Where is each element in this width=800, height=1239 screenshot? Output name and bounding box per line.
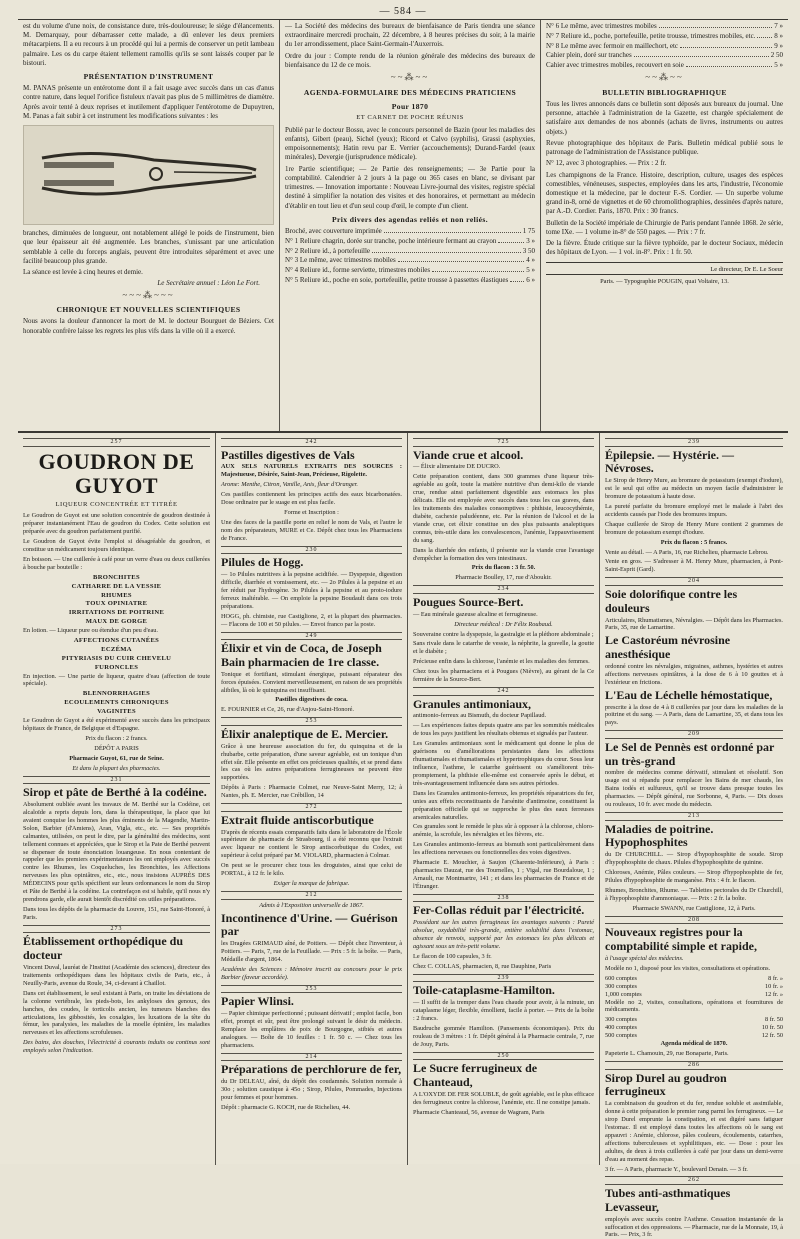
ad-paragraph: 3 fr. — A Paris, pharmacie Y., boulevard Denain. — 3 fr.	[605, 1165, 748, 1173]
price-value: 5 »	[774, 61, 783, 70]
price-value: 9 »	[774, 41, 783, 50]
price-row	[285, 247, 535, 257]
paragraph: Nous avons la douleur d'annoncer la mort de M. le docteur Bourguet de Béziers. Cet honorable confrère laisse les regrets les plus vifs dans la ville où il a exercé.	[23, 317, 274, 335]
ad-paragraph: Tonique et fortifiant, stimulant énergique, puissant réparateur des forces épuisées. Convient merveilleusement, en raison de ses propriétés alibiles, là où le quinquina est insuffisant.	[221, 670, 402, 694]
ad-number: 230	[221, 546, 402, 555]
ad-paragraph: La pureté parfaite du bromure employé met le malade à l'abri des accidents causés par l'iode des bromures impurs.	[605, 502, 783, 518]
price-label: N° 7 Reliure id., poche, portefeuille, petite trousse, trimestres mobiles, etc.	[546, 31, 756, 40]
ad-paragraph: Modèle no 2, visites, consultations, opérations et fournitures de médicaments.	[605, 998, 783, 1014]
register-price-row	[605, 1016, 783, 1024]
price-value: 4 »	[526, 256, 535, 265]
ad-paragraph: En boisson. — Une cuillerée à café pour un verre d'eau ou deux cuillerées à bouche par bouteille :	[23, 555, 210, 571]
ad-address: Pharmacie Boulley, 17, rue d'Aboukir.	[455, 574, 552, 582]
ad-title-vals: Pastilles digestives de Vals	[221, 447, 355, 462]
ad-paragraph: Sans rivale dans le catarrhe de vessie, la néphrite, la gravelle, la goutte et le diabète ;	[413, 640, 594, 656]
ad-number: 238	[413, 894, 594, 903]
indication-list	[23, 690, 210, 717]
ad-number: 286	[605, 1061, 783, 1070]
register-price: 10 fr. 50	[761, 1024, 783, 1032]
ad-paragraph: — Élixir alimentaire DE DUCRO.	[413, 463, 501, 471]
ad-paragraph: Le Goudron de Guyot est une solution concentrée de goudron destinée à préparer instantanément l'Eau de goudron du Codex. Cette solution est préparée avec du goudron parfaitement purifié.	[23, 512, 210, 536]
register-price: 10 fr. »	[764, 982, 783, 990]
ad-paragraph: Dépôts à Paris : Pharmacie Colmet, rue Neuve-Saint Merry, 12; à Nantes, ph. E. Mercier, rue Crébillon, 14	[221, 784, 402, 800]
ad-paragraph: Vente en gros. — S'adresser à M. Henry Mure, pharmacien, à Pont-Saint-Esprit (Gard).	[605, 558, 783, 574]
ad-paragraph: Possédant sur les autres ferrugineux les avantages suivants : Pureté absolue, oxydabilité très-grande, entière solubilité dans l'estomac, absence de renvois, supporté par les estomacs les plus délicats et agissant sous un très-petit volume.	[413, 919, 594, 950]
indication-list	[23, 574, 210, 627]
paragraph: Ordre du jour : Compte rendu de la réunion générale des médecins des bureaux de bienfaisance du 12 de ce mois.	[285, 51, 535, 69]
ad-paragraph: Modèle no 1, disposé pour les visites, consultations et opérations.	[605, 964, 771, 972]
ad-paragraph: Les Granules antimoniaux sont le médicament qui donne le plus de guérisons ou d'améliorations persistantes dans les affections rhumatismales et rhumatismales et hypertrophiques du cœur. Sous leur influence, l'asthme, le catarrhe guérissent ou s'améliorent très-promptement, la phthisie elle-même est conservée après le début, et très-avantageusement influencée dans ses autres périodes.	[413, 740, 594, 787]
rule	[546, 274, 783, 275]
price-label: N° 3 Le même, avec trimestres mobiles	[285, 256, 396, 265]
ad-paragraph: Ces pastilles contiennent les principes actifs des eaux bicarbonatées. Dose ordinaire par le suage en est plus facile.	[221, 491, 402, 507]
ad-paragraph: Dépôt : pharmacie G. KOCH, rue de Richelieu, 44.	[221, 1103, 351, 1111]
indication: MAUX DE GORGE	[85, 618, 148, 626]
paragraph: N° 12, avec 3 photographies. — Prix : 2 fr.	[546, 159, 667, 168]
ad-subtitle: LIQUEUR CONCENTRÉE ET TITRÉE	[55, 500, 178, 508]
agenda-title: AGENDA-FORMULAIRE DES MÉDECINS PRATICIENS	[303, 88, 517, 98]
ad-paragraph: A L'OXYDE DE FER SOLUBLE, de goût agréable, est le plus efficace des ferrugineux contre la chlorose, l'anémie, etc. Il ne constipe jamais.	[413, 1090, 594, 1106]
register-price: 8 fr. 50	[764, 1016, 783, 1024]
price-row	[546, 22, 783, 32]
ad-paragraph: En injection. — Une partie de liqueur, quatre d'eau (affection de toute spéciale).	[23, 672, 210, 688]
register-price-row	[605, 991, 783, 999]
register-label: 400 comptes	[605, 1024, 638, 1032]
leader-dots	[372, 252, 521, 253]
price-row	[546, 61, 783, 71]
price-label: N° 8 Le même avec fermoir en maillechort, etc	[546, 41, 679, 50]
ad-paragraph: Absolument oubliée avant les travaux de M. Berthé sur la Codéine, cet alcaloïde a repris depuis lors, dans la thérapeutique, la place que lui avaient conquise les hommes les plus éminents de la Magendie, Martin-Solon, Barbier (d'Amiens), Aran, Vigla, etc., etc. — Ses propriétés calmantes, utilisées, on peut le dire, par la généralité des médecins, sont tellement connues et appréciées, que le Sirop et la Pate de Berthé peuvent se dispenser de toute énonciation louangeuse. En nous contentant de rappeler que les premiers expérimentateurs les ont employés avec succès contre les Rhumes, les Coqueluches, les Bronchites, les Affections nerveuses les plus opiniâtres, etc., etc., nous insistons AUPRÈS DES MÉDECINS pour qu'ils spécifient sur leurs ordonnances le nom du Sirop et Pâte de Berthé à la codéine. La contrefaçon est si habile, qu'il nous n'y prendrons garde, elle aurait bientôt discrédité ces utiles préparations.	[23, 800, 210, 904]
price-row	[285, 266, 535, 276]
ad-paragraph: Chez C. COLLAS, pharmacien, 8, rue Dauphine, Paris	[413, 962, 552, 970]
indication: BLENNORRHAGIES	[82, 690, 151, 698]
ad-paragraph: Une des faces de la pastille porte en relief le nom de Vals, et l'autre le nom des préparateurs, MURE et Ce. Dépôt chez tous les Pharmaciens de France.	[221, 518, 402, 542]
ad-paragraph: employés avec succès contre l'Asthme. Cessation instantanée de la suffocation et des oppressions. — Pharmacie, rue de la Monnaie, 19, à Paris. — Prix, 3 fr.	[605, 1215, 783, 1239]
ad-address: Pharmacie Guyot, 61, rue de Seine.	[69, 754, 164, 762]
ad-paragraph: Admis à l'Exposition universelle de 1867.	[259, 901, 364, 909]
register-price: 12 fr. 50	[761, 1032, 783, 1040]
ad-number: 262	[605, 1176, 783, 1185]
price-value: 3 »	[526, 236, 535, 245]
ad-number: 234	[413, 585, 594, 594]
indication: CATHARRE DE LA VESSIE	[71, 582, 162, 590]
ad-paragraph: antimonio-ferreux au Bismuth, du docteur Papillaud.	[413, 712, 547, 720]
ad-paragraph: La combinaison du goudron et du fer, rendue soluble et assimilable, donne à cette préparation le premier rang parmi les ferrugineux. — Le sirop Durel emprunte la constipation, et est digéré sans fatiguer l'estomac. Il est employé dans toutes les affections où le sang est appauvri : Anémie, chlorose, pâles couleurs, écoulements, catarrhes, affections tuberculeuses et syphilitiques, etc. — Dose : pour les adultes, de deux à trois cuillerées à café par jour dans un demi-verre d'eau au moment des repas.	[605, 1100, 783, 1163]
ad-title-registres: Nouveaux registres pour la comptabilité simple et rapide,	[605, 925, 757, 954]
price-label: N° 4 Reliure id., forme serviette, trimestres mobiles	[285, 266, 431, 275]
ad-number: 209	[605, 730, 783, 739]
enterotome-illustration	[23, 125, 274, 225]
ad-paragraph: Chaque cuillerée de Sirop de Henry Mure contient 2 grammes de bromure de potassium exempt d'iodure.	[605, 520, 783, 536]
ad-paragraph: Baudruche gommée Hamilton. (Pansements économiques). Prix du rouleau de 3 mètres : 1 fr. Dépôt général à la Pharmacie centrale, 7, rue de Jouy, Paris.	[413, 1024, 594, 1048]
register-price: 8 fr. »	[768, 974, 783, 982]
rule	[546, 262, 783, 263]
ad-number: 204	[605, 577, 783, 586]
price-row	[546, 32, 783, 42]
ad-title-maladies-poitrine: Maladies de poitrine. Hypophosphites	[605, 821, 714, 850]
ad-paragraph: Et dans la plupart des pharmacies.	[72, 764, 161, 772]
ad-title-incontinence: Incontinence d'Urine. — Guérison par	[221, 910, 398, 939]
ad-paragraph: Dans cet établissement, le seul existant à Paris, on traite les déviations de la colonne vertébrale, les pieds-bots, les ankyloses des genoux, des hanches, des coudes, le torticolis ancien, les tumeurs blanches des articulations, les gibbosités, les coxalgies, les luxations de la tête du fémur, les paralysies, les maladies de la moelle épinière, les maladies nerveuses et les affections scrofuleuses.	[23, 989, 210, 1037]
price-label: N° 6 Le même, avec trimestres mobiles	[546, 22, 657, 30]
ad-depot: DÉPÔT A PARIS	[94, 744, 139, 752]
register-label: 500 comptes	[605, 1032, 638, 1040]
price-row	[285, 276, 535, 286]
printer-line: Paris. — Typographie POUGIN, quai Voltaire, 13.	[600, 278, 729, 286]
ad-paragraph: Chloroses, Anémie, Pâles couleurs. — Sirop d'hypophosphite de fer, Pilules d'hypophosphite de manganèse. Prix : 4 fr. le flacon.	[605, 869, 783, 885]
ad-number: 272	[221, 803, 402, 812]
ad-paragraph: Vincent Duval, lauréat de l'Institut (Académie des sciences), directeur des traitements orthopédiques dans les hôpitaux civils de Paris, etc., à Neuilly-Paris, avenue du Roule, 34, ci-devant à Chaillot.	[23, 964, 210, 987]
ad-paragraph: les Dragées GRIMAUD aîné, de Poitiers. — Dépôt chez l'inventeur, à Poitiers. — Paris, 7, rue de la Feuillade. — Prix : 5 fr. la boîte. — Paris, Médaille d'argent, 1864.	[221, 940, 403, 963]
ad-number: 242	[221, 438, 402, 447]
price-label: Cahier avec trimestres mobiles, recouvert en soie	[546, 61, 684, 70]
indication: RHUMES	[101, 591, 132, 599]
register-price-row	[605, 1032, 783, 1040]
ad-title-viande-crue: Viande crue et alcool.	[413, 447, 524, 462]
ad-paragraph: ordonné contre les névralgies, migraines, asthmes, hystéries et autres affections nerveuses opiniâtres, à la dose de 6 à 10 gouttes et à l'extérieur en frictions.	[605, 662, 783, 686]
price-list	[285, 227, 535, 286]
ad-title-mercier: Élixir analeptique de E. Mercier.	[221, 726, 389, 741]
ad-paragraph: du Dr DELEAU, aîné, du dépôt des coudamnés. Solution normale à 30o ; solution caustique à 45o ; Sirop, Pilules, Pommades, Injections pour femmes et pour hommes.	[221, 1078, 402, 1101]
indication: VAGINITES	[97, 708, 136, 716]
enterotome-drawing	[34, 130, 264, 220]
ad-paragraph: Pharmacie E. Mouchier, à Saujon (Charente-Inférieure), à Paris : pharmacies Dauzat, rue des Tournelles, 1 ; Vigal, rue Bourdaloue, 1 ; Arnault, rue Montmartre, 141 ; et dans les pharmacies de France et de l'Étranger.	[413, 859, 594, 890]
ad-paragraph: Chez tous les pharmaciens et à Pougues (Nièvre), au gérant de la Ce fermière de la Source-Bert.	[413, 668, 594, 684]
leader-dots	[634, 56, 769, 57]
ad-paragraph: Précieuse enfin dans la chlorose, l'anémie et les maladies des femmes.	[413, 658, 590, 666]
ad-number: 273	[23, 925, 210, 934]
ad-price: Prix du flacon : 3 fr. 50.	[471, 564, 536, 572]
price-row	[285, 256, 535, 266]
ad-title-sirop-durel: Sirop Durel au goudron ferrugineux	[605, 1070, 727, 1099]
ad-paragraph: Dans tous les dépôts de la pharmacie du Louvre, 151, rue Saint-Honoré, à Paris.	[23, 905, 210, 921]
ad-title-toile-cataplasme: Toile-cataplasme-Hamilton.	[413, 983, 555, 998]
ad-number: 231	[23, 776, 210, 785]
ad-title-eau-lechelle: L'Eau de Léchelle hémostatique,	[605, 687, 773, 702]
ad-paragraph: On peut se le procurer chez tous les droguistes, ainsi que celui de PORTAL, à 12 fr. le kilo.	[221, 862, 402, 878]
register-price-row	[605, 975, 783, 983]
ad-number: 242	[413, 687, 594, 696]
ad-number: 208	[605, 916, 783, 925]
advertisements-section	[18, 431, 788, 1239]
register-price-row	[605, 983, 783, 991]
paragraph: Tous les livres annoncés dans ce bulletin sont déposés aux bureaux du journal. Une personne, attachée à l'administration de la Gazette, est chargée spécialement de satisfaire aux demandes de nos abonnés (achats de livres, instruments ou autres objets.)	[546, 99, 783, 136]
ad-paragraph: Articulaires, Rhumatismes, Névralgies. — Dépôt dans les Pharmacies. Paris, 35, rue de Lamartine.	[605, 616, 783, 632]
price-value: 3 50	[522, 246, 535, 255]
register-label: 300 comptes	[605, 982, 638, 990]
paragraph: Revue photographique des hôpitaux de Paris. Bulletin médical publié sous le patronage de l'administration de l'Assistance publique.	[546, 138, 783, 157]
ad-title-hogg: Pilules de Hogg.	[221, 555, 304, 570]
ad-paragraph: Cette préparation contient, dans 300 grammes d'une liqueur très-agréable au goût, toute la matière nutritive d'un demi-kilo de viande crue, rendue ainsi parfaitement digestible aux estomacs les plus délicats. Elle est employée avec succès dans tous les cas graves, dans les traitements des maladies consomptives : phthisie, leucocythémie, diabète, cachexie paludéenne, etc. Par la réunion de l'alcool et de la viande crue, cet élixir constitue un des plus puissants analeptiques connus, très-utile dans les convalescences, l'anémie, l'appauvrissement du sang.	[413, 473, 594, 544]
leader-dots	[510, 281, 524, 282]
ad-paragraph: — Il suffit de la tremper dans l'eau chaude pour avoir, à la minute, un cataplasme léger, flexible, émollient, facile à porter. — Prix de la boîte : 2 francs.	[413, 999, 594, 1022]
ad-paragraph: Vente au détail. — A Paris, 16, rue Richelieu, pharmacie Lebrou.	[605, 548, 769, 556]
indication: AFFECTIONS CUTANÉES	[73, 636, 160, 644]
register-price-row	[605, 1024, 783, 1032]
ad-paragraph: Académie des Sciences : Mémoire inscrit au concours pour le prix Barbier (faveur accordée).	[221, 965, 402, 981]
ad-title-goudron: GOUDRON DE GUYOT	[38, 448, 195, 498]
column-2	[280, 20, 541, 431]
ad-title-perchlorure: Préparations de perchlorure de fer,	[221, 1062, 402, 1077]
ad-paragraph: Pastilles digestives de coca.	[275, 696, 348, 704]
ad-title-sirop-berthe: Sirop et pâte de Berthé à la codéine.	[23, 785, 207, 800]
ad-paragraph: du Dr CHURCHILL. — Sirop d'hypophosphite de soude. Sirop d'hypophosphite de chaux. Pilules d'hypophosphite de quinine.	[605, 851, 783, 867]
price-row	[285, 227, 535, 237]
ad-title-epilepsie: Épilepsie. — Hystérie. — Névroses.	[605, 447, 734, 476]
signature: Le Secrétaire annuel : Léon Le Fort.	[157, 279, 260, 288]
ad-title-orthopedique: Établissement orthopédique du docteur	[23, 934, 184, 963]
bulletin-title: BULLETIN BIBLIOGRAPHIQUE	[602, 87, 727, 97]
agenda-year: Pour 1870	[391, 102, 429, 112]
ad-price: Prix du flacon : 2 francs.	[85, 734, 148, 742]
paragraph: Bulletin de la Société impériale de Chirurgie de Paris pendant l'année 1868. 2e série, tome IXe. — 1 volume in-8° de 550 pages. — Prix : 7 fr.	[546, 218, 783, 236]
column-1	[18, 20, 280, 431]
paragraph: 1re Partie scientifique; — 2e Partie des renseignements; — 3e Partie pour la comptabilité. Calendrier à 2 jours à la page ou 365 cases en blanc, se divisant par trimestres. — Innovation importante : Nouveau Livre-journal des visites, registre spécial destiné à simplifier la notation des visites et des honoraires, et permettant au médecin d'établir en tout lieu et d'un seul coup d'œil, le compte d'un client.	[285, 164, 535, 210]
ad-number: 257	[23, 438, 210, 447]
ad-paragraph: Ces granules sont le remède le plus sûr à opposer à la chlorose, chloro-anémie, la scrofule, les névralgies et les fièvres, etc.	[413, 823, 594, 839]
indication: TOUX OPINIATRE	[85, 600, 148, 608]
price-label: N° 2 Reliure id., à portefeuille	[285, 246, 371, 255]
leader-dots	[757, 37, 772, 38]
register-label: 600 comptes	[605, 974, 638, 982]
ad-number: 213	[605, 812, 783, 821]
leader-dots	[680, 47, 772, 48]
ad-paragraph: En lotion. — Liqueur pure ou étendue d'un peu d'eau.	[23, 627, 158, 635]
ad-paragraph: Agenda médical de 1870.	[660, 1040, 728, 1048]
prices-title: Prix divers des agendas reliés et non reliés.	[331, 214, 489, 224]
paragraph: est du volume d'une noix, de consistance dure, très-douloureuse; le siége d'élancements. M. Demarquay, pour débarrasser cette malade, a dû enlever les deux premiers métacarpiens. Il a eu recours à un procédé qui lui a permis de conserver un petit lambeau palmaire. Les os du carpe étaient tellement ramollis qu'ils se sont laissés couper par le bistouri.	[23, 22, 274, 67]
ad-address: Pharmacie SWANN, rue Castiglione, 12, à Paris.	[632, 904, 756, 912]
ad-paragraph: Le Goudron de Guyot a été expérimenté avec succès dans les principaux hôpitaux de France, de Belgique et d'Espagne.	[23, 717, 210, 732]
ad-number: 239	[413, 974, 594, 983]
ad-number: 214	[221, 1053, 402, 1062]
leader-dots	[398, 261, 525, 262]
ad-number: 250	[413, 1052, 594, 1061]
paragraph: Les champignons de la France. Histoire, description, culture, usages des espèces comestibles, vénéneuses, suspectes, employées dans les arts, l'industrie, l'économie domestique et la médecine, par le docteur F.-S. Cordier. — Un superbe volume grand in-8, orné de vignettes et de 60 chromolithographies, dessinées d'après nature, par A.-D. Cordier. Paris, 1870. Prix : 30 francs.	[546, 170, 783, 216]
ad-paragraph: AUX SELS NATURELS EXTRAITS DES SOURCES : Majestueuse, Désirée, Saint-Jean, Précieuse, Rigolette.	[221, 463, 402, 479]
ad-paragraph: Pharmacie Chanteaud, 56, avenue de Wagram, Paris	[413, 1108, 545, 1116]
ad-number: 725	[413, 438, 594, 447]
ad-paragraph: Des bains, des douches, l'électricité à courants induits ou continus sont employés selon l'indication.	[23, 1039, 210, 1055]
ad-title-granules: Granules antimoniaux,	[413, 696, 532, 711]
ad-paragraph: Papeterie L. Chamouin, 29, rue Bonaparte, Paris.	[605, 1050, 729, 1058]
section-title-presentation: PRÉSENTATION D'INSTRUMENT	[83, 72, 214, 82]
paragraph: M. PANAS présente un entérotome dont il a fait usage avec succès dans un cas d'anus contre nature, dans lequel l'orifice fistuleux n'avait pas plus de 5 millimètres de diamètre. Après avoir tenté à deux reprises et inutilement d'appliquer l'entérotome de Dupuytren, M. Panas a fait subir à cet instrument les modifications suivantes : les	[23, 84, 274, 120]
ad-paragraph: Le Goudron de Guyot évite l'emploi si désagréable du goudron, et constitue un médicament toujours identique.	[23, 538, 210, 553]
column-3	[541, 20, 788, 431]
ad-column-1	[18, 433, 216, 1165]
ad-title-tubes-levasseur: Tubes anti-asthmatiques Levasseur,	[605, 1186, 731, 1214]
ad-paragraph: Arome: Menthe, Citron, Vanille, Anis, fleur d'Oranger.	[221, 481, 359, 489]
editorial-section	[18, 20, 788, 431]
ad-paragraph: Exiger la marque de fabrique.	[273, 880, 350, 888]
indication: PITYRIASIS DU CUIR CHEVELU	[61, 654, 172, 662]
paragraph: — La Société des médecins des bureaux de bienfaisance de Paris tiendra une séance extraordinaire mercredi prochain, 22 décembre, à 8 heures précises du soir, à la mairie du 1er arrondissement, place Saint-Germain-l'Auxerrois.	[285, 22, 535, 49]
price-row	[546, 42, 783, 52]
ornament-divider: ~~~⁂~~~	[122, 289, 175, 300]
indication: ECOULEMENTS CHRONIQUES	[64, 699, 169, 707]
ad-paragraph: — 1o Pilules nutritives à la pepsine acidifiée. — Dyspepsie, digestion difficile, diarrhée et vomissement, etc. — 2o Pilules à la pepsine et au fer réduit par l'hydrogène. 3o Pilules à la pepsine et au proto-iodure ferreux inaltérable. — On emploie la pepsine Boudault dans ces trois préparations.	[221, 571, 402, 610]
paragraph: branches, diminuées de longueur, ont notablement allégé le poids de l'instrument, bien que leur épaisseur ait été augmentée. Les branches, s'unissant par une articulation semblable à celle du forceps anglais, peuvent être introduites séparément et avec une facilité beaucoup plus grande.	[23, 229, 274, 265]
price-value: 6 »	[526, 275, 535, 284]
paragraph: De la fièvre. Étude critique sur la fièvre typhoïde, par le docteur Sociaux, médecin des hôpitaux de Lyon. — 1 vol. in-8°. Prix : 1 fr. 50.	[546, 239, 783, 257]
leader-dots	[498, 242, 524, 243]
ad-column-4	[600, 433, 788, 1239]
price-list-continued	[546, 22, 783, 71]
page-number: — 584 —	[379, 6, 427, 17]
ad-paragraph: — Papier chimique perfectionné ; puissant dérivatif ; emploi facile, bon effet, prompt et sûr, peut être prolongé suivant le désir du médecin. Remplace les emplâtres de poix de Bourgogne, stibiés et autres analogues. — Boîte de 10 feuilles : 1 fr. 50 c. — Chez tous les pharmaciens.	[221, 1010, 402, 1049]
ad-column-3	[408, 433, 600, 1165]
price-value: 5 »	[526, 266, 535, 275]
ad-title-soie-dolorifique: Soie doloriﬁque contre les douleurs	[605, 586, 738, 615]
ornament-divider: ~~⁂~~	[645, 71, 684, 82]
ad-paragraph: D'après de récents essais comparatifs faits dans le laboratoire de l'École supérieure de pharmacie de Strasbourg, il a été reconnu que l'extrait avec liqueur ne contient le Sirop antiscorbutique du Codex, est supérieur à celui préparé par M. VIOLARD, pharmacien à Colmar.	[221, 828, 402, 860]
indication: BRONCHITES	[93, 573, 140, 581]
ad-number: 253	[221, 717, 402, 726]
price-value: 8 »	[774, 31, 783, 40]
price-label: Cahier plein, doré sur tranches	[546, 51, 632, 60]
ad-title-fer-collas: Fer-Collas réduit par l'électricité.	[413, 903, 585, 918]
ad-paragraph: Le flacon de 100 capsules, 3 fr.	[413, 952, 492, 960]
ad-title-papier-wlinsi: Papier Wlinsi.	[221, 994, 294, 1009]
price-value: 7 »	[774, 22, 783, 30]
ad-paragraph: Dans les Granules antimonio-ferreux, les propriétés réparatrices du fer, unies aux effets reconstituants de l'arsénite d'antimoine, constituent la préparation officielle qui se rapproche le plus des eaux ferreuses arsenicales naturelles.	[413, 789, 594, 821]
register-label: 300 comptes	[605, 1016, 638, 1024]
section-title-chronique: CHRONIQUE ET NOUVELLES SCIENTIFIQUES	[56, 305, 241, 315]
ad-paragraph: Forme et Inscription :	[284, 509, 339, 516]
ad-paragraph: Grâce à une heureuse association du fer, du quinquina et de la rhubarbe, cette préparation, d'une saveur agréable, est un tonique d'un effet sûr. Elle présente en effet ces précieuses qualités, et se prend dans les cas où les autres préparations ferrugineuses ne peuvent être supportées.	[221, 742, 402, 782]
price-value: 1 75	[522, 226, 535, 235]
paragraph: La séance est levée à cinq heures et demie.	[23, 268, 143, 277]
ad-number: 249	[221, 632, 402, 641]
price-label: N° 5 Reliure id., poche en soie, portefeuille, petite trousse à passettes élastiques	[285, 275, 509, 284]
leader-dots	[432, 271, 524, 272]
ad-paragraph: Le Sirop de Henry Mure, au bromure de potassium (exempt d'iodure), est le seul qui offre au médecin un moyen facile d'administrer le bromure de potassium à haute dose.	[605, 477, 783, 501]
ad-paragraph: prescrite à la dose de 4 à 8 cuillerées par jour dans les maladies de la poitrine et du sang. — A Paris, dans de Lamartine, 35, et dans tous les pays.	[605, 703, 783, 727]
ad-paragraph: Les Granules antimonio-ferreux au bismuth sont particulièrement dans les affections nerveuses ou fonctionnelles des voies digestives.	[413, 841, 594, 857]
indication-list	[23, 637, 210, 673]
ad-column-2	[216, 433, 408, 1165]
ad-paragraph: nombre de médecins comme dérivatif, stimulant et résolutif. Son usage est si répandu pour remplacer les Bains de mer chauds, les Bains iodés et sulfureux, qu'il se trouve dans presque toutes les pharmacies. — Dépôt général, rue Sorbonne, 4, Paris. — Dix doses ou rouleaux, 10 fr. avec mode du médecin.	[605, 769, 783, 809]
indication: FURONCLES	[94, 663, 139, 671]
ad-paragraph: Souveraine contre la dyspepsie, la gastralgie et la pléthore abdominale ;	[413, 630, 594, 638]
price-row	[546, 51, 783, 61]
ad-paragraph: Dans la diarrhée des enfants, il présente sur la viande crue l'avantage d'empêcher la formation des vers intestinaux.	[413, 546, 594, 562]
price-label: Broché, avec couverture imprimée	[285, 226, 382, 235]
ad-title-castoreum: Le Castoréum névrosine anesthésique	[605, 633, 731, 662]
ad-paragraph: Rhumes, Bronchites, Rhume. — Tablettes pectorales du Dr Churchill, à l'hypophosphite d'ammoniaque. — Prix : 2 fr. la boîte.	[605, 886, 783, 902]
indication: IRRITATIONS DE POITRINE	[68, 609, 165, 617]
ad-paragraph: E. FOURNIER et Ce, 26, rue d'Anjou-Saint-Honoré.	[221, 706, 355, 714]
register-label: 1,000 comptes	[605, 990, 642, 998]
ornament-divider: ~~⁂~~	[390, 72, 430, 83]
ad-number: 253	[221, 985, 402, 994]
ad-title-sucre-chanteaud: Le Sucre ferrugineux de Chanteaud,	[413, 1061, 538, 1090]
ad-paragraph: à l'usage spécial des médecins.	[605, 954, 684, 962]
paragraph: Publié par le docteur Bossu, avec le concours personnel de Bazin (pour les maladies des enfants), Gibert (peau), Sichel (yeux); Ricord et Calvo (syphilis), Grassi (asphyxies, empoisonnements); Hatin revu par E. Verrier (accouchements); Durand-Fardel (eaux minérales), Devergie (jurisprudence médicale).	[285, 125, 535, 162]
ad-paragraph: Directeur médical : Dr Félix Roubaud.	[454, 620, 553, 628]
ad-title-pougues: Pougues Source-Bert.	[413, 594, 524, 609]
leader-dots	[659, 27, 773, 28]
ad-title-antiscorbutique: Extrait fluide antiscorbutique	[221, 812, 374, 827]
agenda-subtitle: ET CARNET DE POCHE RÉUNIS	[356, 114, 464, 122]
ad-paragraph: — Eau minérale gazeuse alcaline et ferrugineuse.	[413, 610, 538, 618]
ad-title-sel-pennes: Le Sel de Pennès est ordonné par un très-grand	[605, 739, 775, 768]
price-value: 2 50	[770, 51, 783, 60]
ad-title-coca: Élixir et vin de Coca, de Joseph Bain pharmacien de 1re classe.	[221, 641, 382, 669]
leader-dots	[384, 232, 521, 233]
ad-paragraph: HOGG, ph. chimiste, rue Castiglione, 2, et la plupart des pharmacies. — Flacons de 100 et 50 pilules. — Envoi franco par la poste.	[221, 612, 402, 628]
price-label: N° 1 Reliure chagrin, dorée sur tranche, poche intérieure fermant au crayon	[285, 236, 497, 245]
indication: ECZÉMA	[101, 645, 132, 653]
price-row	[285, 237, 535, 247]
ad-price: Prix du flacon : 5 francs.	[660, 538, 728, 546]
ad-paragraph: — Les expériences faites depuis quatre ans par les sommités médicales de tous les pays justifient les résultats obtenus et signalés par l'auteur.	[413, 722, 594, 738]
ad-number: 239	[605, 438, 783, 447]
director-line: Le directeur, Dr E. Le Soeur	[710, 265, 783, 273]
leader-dots	[686, 66, 772, 67]
register-price: 12 fr. »	[764, 990, 783, 998]
ad-number: 212	[221, 891, 402, 900]
